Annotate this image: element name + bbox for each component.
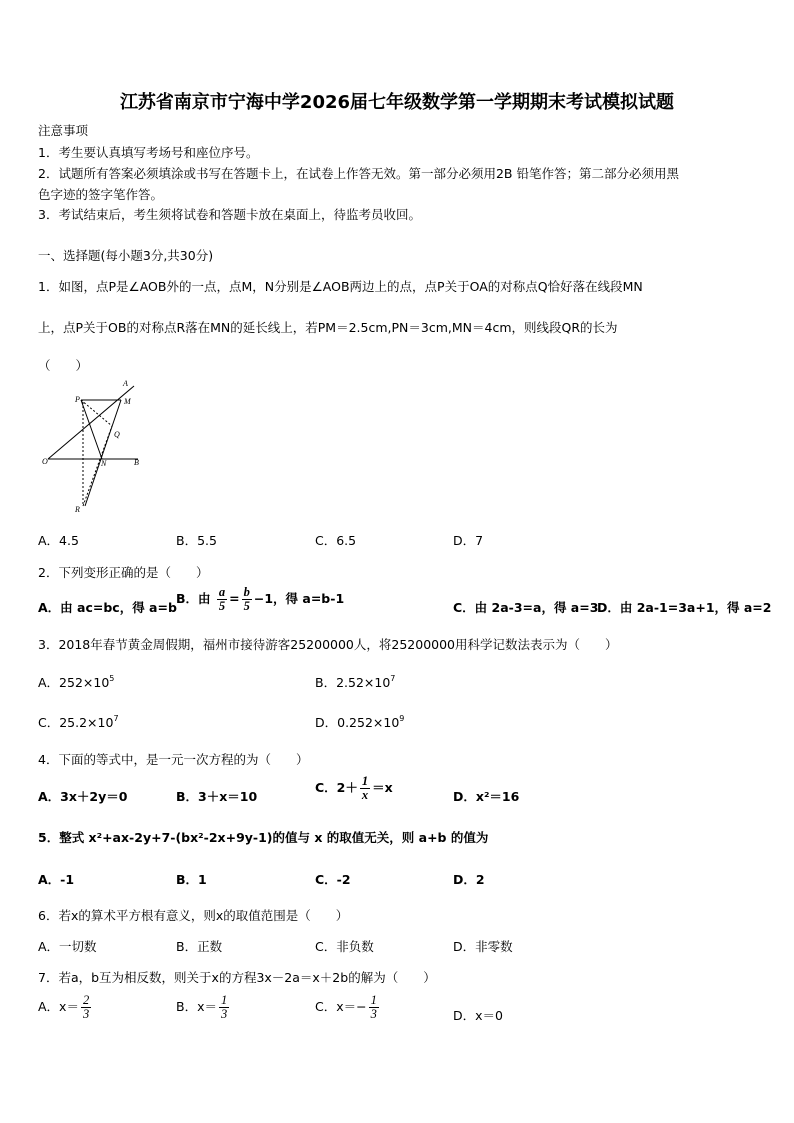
base: D．0.252×10 (315, 715, 400, 730)
q6-option-d: D．非零数 (453, 939, 513, 954)
page-title: 江苏省南京市宁海中学2026届七年级数学第一学期期末考试模拟试题 (119, 92, 675, 113)
fraction-numerator: 1 (370, 993, 377, 1007)
q4-option-d: D．x²＝16 (453, 789, 520, 804)
fraction-denominator: 3 (82, 1007, 90, 1021)
notice-item: 2．试题所有答案必须填涂或书写在答题卡上，在试卷上作答无效。第一部分必须用2B 铅笔作答；第二部分必须用黑 (38, 166, 679, 181)
section-heading: 一、选择题(每小题3分,共30分) (38, 248, 214, 263)
fraction-numerator: 1 (361, 774, 369, 788)
q2-option-b-fraction (242, 586, 252, 613)
q3-option-a (38, 673, 114, 691)
fraction-denominator: 5 (243, 599, 250, 613)
q6-option-c: C．非负数 (315, 939, 374, 954)
notice-heading: 注意事项 (38, 123, 89, 138)
q2-stem: 2．下列变形正确的是（ ） (38, 565, 209, 580)
q7-option-d: D．x＝0 (453, 1008, 503, 1023)
exponent: 5 (109, 674, 115, 683)
fraction-numerator: b (243, 585, 250, 599)
q4-option-a: A．3x＋2y＝0 (38, 789, 128, 804)
q2-option-b (176, 586, 344, 613)
label-a: A (123, 379, 128, 388)
q6-option-b: B．正数 (176, 939, 223, 954)
tail: ＝x (372, 780, 393, 795)
q5-option-b: B．1 (176, 872, 207, 887)
q1-line2: 上，点P关于OB的对称点R落在MN的延长线上，若PM＝2.5cm,PN＝3cm,MN＝4cm，则线段QR的长为 (38, 320, 618, 335)
fraction-denominator: 5 (218, 599, 226, 613)
fraction (369, 994, 379, 1021)
q7-option-c (315, 994, 381, 1021)
q5-option-d: D．2 (453, 872, 485, 887)
q3-option-b (315, 673, 395, 691)
base: C．25.2×10 (38, 715, 114, 730)
q7-option-b (176, 994, 231, 1021)
exponent: 7 (390, 674, 396, 683)
fraction-denominator: 3 (220, 1007, 228, 1021)
q6-stem: 6．若x的算术平方根有意义，则x的取值范围是（ ） (38, 908, 349, 923)
fraction-denominator: 3 (370, 1007, 377, 1021)
q1-option-b: B．5.5 (176, 533, 217, 548)
q2-option-d: D．由 2a-1=3a+1，得 a=2 (597, 600, 772, 615)
q1-figure (38, 376, 148, 516)
label-q: Q (114, 430, 120, 439)
fraction (360, 775, 370, 802)
label-n: N (101, 459, 107, 468)
base: A．252×10 (38, 675, 110, 690)
q7-option-a (38, 994, 93, 1021)
fraction-denominator: x (361, 788, 369, 802)
prefix: C．x＝− (315, 999, 367, 1014)
exponent: 7 (113, 714, 119, 723)
q2-option-b-prefix: B．由 (176, 591, 211, 606)
label-r: R (75, 505, 80, 514)
label-b: B (134, 458, 139, 467)
q5-option-a: A．-1 (38, 872, 75, 887)
q6-option-a: A．一切数 (38, 939, 97, 954)
q2-option-c: C．由 2a-3=a，得 a=3 (453, 600, 599, 615)
q1-line1: 1．如图，点P是∠AOB外的一点，点M，N分别是∠AOB两边上的点，点P关于OA的对称点Q恰好落在线段MN (38, 279, 643, 294)
line-mr (85, 400, 121, 506)
q3-option-d (315, 713, 404, 731)
fraction (81, 994, 91, 1021)
q2-option-b-tail: −1，得 a=b-1 (253, 591, 345, 606)
q1-option-d: D．7 (453, 533, 484, 548)
segment-rq (83, 426, 112, 506)
q3-stem: 3．2018年春节黄金周假期，福州市接待游客25200000人，将25200000用科学记数法表示为（ ） (38, 637, 618, 652)
q1-option-c: C．6.5 (315, 533, 357, 548)
q1-option-a: A．4.5 (38, 533, 79, 548)
q4-stem: 4．下面的等式中，是一元一次方程的为（ ） (38, 752, 309, 767)
ray-oa (48, 386, 134, 459)
q5-stem: 5．整式 x²+ax-2y+7-(bx²-2x+9y-1)的值与 x 的取值无关，则 a+b 的值为 (38, 830, 489, 845)
exponent: 9 (399, 714, 405, 723)
q4-option-c (315, 775, 393, 802)
prefix: A．x＝ (38, 999, 79, 1014)
label-o: O (42, 457, 48, 466)
q2-option-a: A．由 ac=bc，得 a=b (38, 600, 177, 615)
label-m: M (124, 397, 131, 406)
q4-option-b: B．3＋x＝10 (176, 789, 258, 804)
base: B．2.52×10 (315, 675, 391, 690)
fraction-numerator: a (218, 585, 226, 599)
notice-item: 色字迹的签字笔作答。 (38, 187, 164, 202)
fraction-numerator: 2 (82, 993, 90, 1007)
fraction-numerator: 1 (220, 993, 228, 1007)
prefix: B．x＝ (176, 999, 217, 1014)
equals-sign: = (229, 591, 240, 606)
q1-blank: （ ） (38, 358, 89, 373)
fraction (219, 994, 229, 1021)
notice-item: 1．考生要认真填写考场号和座位序号。 (38, 145, 259, 160)
notice-item: 3．考试结束后，考生须将试卷和答题卡放在桌面上，待监考员收回。 (38, 207, 421, 222)
q5-option-c: C．-2 (315, 872, 351, 887)
q7-stem: 7．若a，b互为相反数，则关于x的方程3x－2a＝x＋2b的解为（ ） (38, 970, 436, 985)
label-p: P (75, 395, 80, 404)
q2-option-b-fraction (217, 586, 227, 613)
prefix: C．2＋ (315, 780, 358, 795)
q3-option-c (38, 713, 119, 731)
